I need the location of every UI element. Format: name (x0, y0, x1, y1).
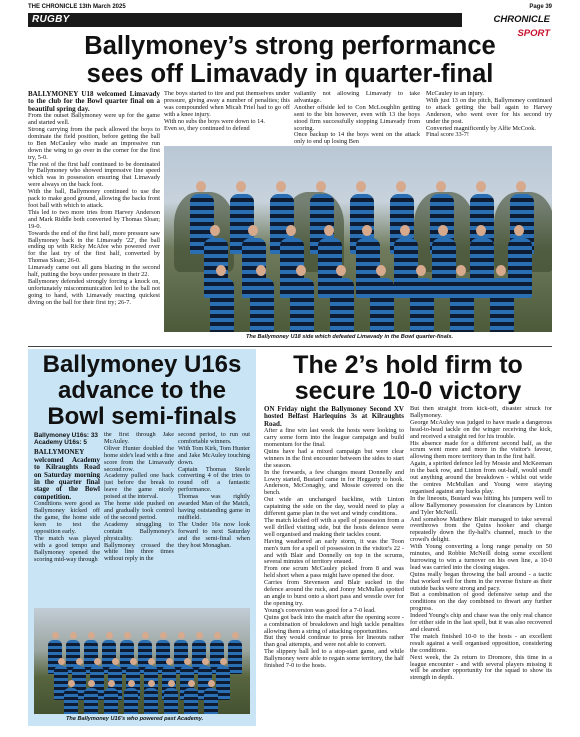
story3-lead: ON Friday night the Ballymoney Second XV hosted Belfast Harlequins 3s at Kilraughts Road. (264, 406, 404, 428)
story3-paragraph: After a fine win last week the hosts were looking to carry some form into the league campaign and build momentum for the final. (264, 427, 404, 449)
player-head (76, 658, 83, 665)
story2-col1 (34, 432, 100, 604)
player-head (208, 680, 215, 687)
story1-paragraph: McCauley to an injury. (426, 91, 484, 97)
story1-paragraph: Another offside led to Con McLoughlin getting sent to the bin however, even with 13 the boys stood firm successfully stopping Limavady from scoring. (294, 103, 420, 132)
player-figure (124, 688, 138, 714)
player-head (514, 225, 524, 236)
player-head (142, 632, 149, 639)
player-head (124, 632, 131, 639)
story1-paragraph: Ballymoney defended strongly forcing a knock on, unfortunately miscommunication led to the ball not going to hand, with Limavady reacting quickest diving on the ball for their first try; 26-7. (28, 277, 160, 306)
player-head (216, 265, 226, 276)
player-figure (490, 278, 514, 332)
player-head (108, 680, 115, 687)
section-bar (28, 13, 552, 39)
story2-paragraph: Oliver Hunter doubled the home side's lead with a fine score from the Limavady second row. (104, 444, 174, 473)
story1-paragraph: With just 13 on the pitch, Ballymoney continued to attack getting the ball again to Harvey Anderson, who went over for his second try under the post. (426, 96, 552, 125)
player-head (220, 658, 227, 665)
player-head (58, 658, 65, 665)
player-head (166, 658, 173, 665)
story2-paragraph: The home side pushed on and gradually took control of the second period. (104, 500, 174, 521)
player-head (148, 658, 155, 665)
player-head (160, 632, 167, 639)
story3-paragraph: But they would continue to press for lineouts rather than goal attempts, and were not able to convert. (264, 634, 404, 649)
player-figure (104, 688, 118, 714)
logo-word-chronicle: CHRONICLE (493, 14, 550, 25)
story1-paragraph: The rest of the first half continued to be dominated by Ballymoney who showed impressive line speed which was in possession ensuring that Limavady were always on the back foot. (28, 160, 160, 189)
player-head (400, 225, 410, 236)
player-figure (370, 278, 394, 332)
u18-team-photo (164, 146, 552, 332)
player-head (232, 632, 239, 639)
player-figure (210, 278, 234, 332)
story2-paragraph: Conditions were good as Ballymoney kicked off the game, the home side keen to test the opposition early. (34, 500, 100, 535)
story2-paragraph: Academy struggling to contain Ballymoney's physicality. (104, 520, 174, 542)
story3-paragraph: With Young converting a long range penalty on 50 minutes, and Robbie McNeill doing some excellent burrowing to win a turnover on his own line, a 10-0 lead was carried into the closing stages. (410, 543, 552, 571)
player-head (476, 225, 486, 236)
player-figure (64, 688, 78, 714)
player-figure (250, 278, 274, 332)
story1-col3 (294, 91, 420, 145)
story3-paragraph: Next week, the 2s return to Dromore, this time in a league encounter - and with several players missing it will be another opportunity for the squad to show its strength in depth. (410, 653, 552, 682)
story2-score-home: Ballymoney U16s: 33 (34, 432, 98, 439)
story3-paragraph: Indeed Young's chip and chase was the only real chance for either side in the last spell, but it was also recovered and cleared. (410, 612, 552, 633)
player-head (210, 225, 220, 236)
story1-paragraph: The boys started to tire and put themselves under pressure, giving away a number of penalties; this was compounded when Micah Friel had to go off with a knee injury. (164, 91, 290, 118)
player-head (316, 181, 326, 192)
player-head (70, 632, 77, 639)
story1-col2 (164, 91, 290, 145)
story1-paragraph: Converted magnificently by Alfie McCook. (426, 124, 536, 132)
story3-paragraph: Quins got back into the match after the opening score - a combination of breakdown and high tackle penalties allowing them a string of attacking opportunities. (264, 613, 404, 635)
player-figure (164, 688, 178, 714)
story1-paragraph: From the outset Ballymoney were up for the game and started well. (28, 112, 160, 127)
player-head (106, 632, 113, 639)
player-head (476, 181, 486, 192)
player-figure (204, 688, 218, 714)
story2-headline: Ballymoney U16s advance to the Bowl semi-finals (42, 351, 242, 430)
story1-headline (28, 32, 552, 88)
story3-paragraph: The match kicked off with a spell of possession from a well drilled visiting side, but the hosts defence were well organised and making their tackles count. (264, 517, 404, 538)
story3-paragraph: Young's conversion was good for a 7-0 lead. (264, 606, 376, 614)
u18-photo-caption: The Ballymoney U18 side which defeated Limavady in the Bowl quarter-finals. (246, 334, 454, 340)
story1-paragraph: With no subs the boys were down to 14. (164, 117, 266, 125)
story3-paragraph: The match finished 10-0 to the hosts - an excellent result against a well organised opposition, considering the conditions. (410, 632, 552, 654)
story2-lead: BALLYMONEY welcomed Academy to Kilraughts Road on Saturday morning in the quarter final stage of the Bowl competition. (34, 448, 100, 501)
player-head (356, 181, 366, 192)
story1-final-score: Final score 33-7! (426, 131, 470, 139)
story3-paragraph: Out wide an unchanged backline, with Linton captaining the side on the day, would need to play a different game plan in the wet and windy conditions. (264, 496, 404, 518)
masthead (0, 0, 580, 14)
story1-paragraph: Strong carrying from the pack allowed the boys to dominate the field position, before getting the ball to Ben McCauley who made an impressive run down the wing to go over in the corner for the first try, 5-0. (28, 126, 160, 161)
story1-lead: BALLYMONEY U18 welcomed Limavady to the club for the Bowl quarter final on a beautiful spring day. (28, 91, 160, 113)
story3-paragraph: But a combination of good defensive setup and the conditions on the day combined to thwart any further progress. (410, 591, 552, 613)
story3-paragraph: Having weathered an early storm, it was the Toon men's turn for a spell of possession in the visitor's 22 - and with Blair and Donnelly on top in the scrums, several minutes of territory ensued. (264, 537, 404, 566)
player-head (436, 181, 446, 192)
story3-col1 (264, 406, 404, 728)
story2-paragraph: Ballymoney crossed the white line three times without reply in the (104, 541, 174, 563)
player-figure (184, 688, 198, 714)
story3-paragraph: Again, a spirited defence led by Mossie and McKeeman in the back row, and Linton from out-half, would snuff out anything around the breakdown - whilst out wide the centres McMullan and Young were staying organised against any backs play. (410, 460, 552, 495)
story1-col1 (28, 91, 160, 341)
player-head (516, 181, 526, 192)
player-head (214, 632, 221, 639)
u16-photo-caption: The Ballymoney U16’s who powered past Academy. (66, 716, 204, 722)
story1-paragraph: valiantly not allowing Limavady to take advantage. (294, 91, 420, 104)
story3-paragraph: But then straight from kick-off, disaster struck for Ballymoney. (410, 406, 552, 419)
player-figure (216, 666, 230, 700)
section-divider (28, 346, 552, 347)
player-head (130, 658, 137, 665)
story3-paragraph: From one scrum McCauley picked from 8 and was held short when a pass might have opened the door. (264, 565, 404, 580)
story1-headline-line2: sees off Limavady in quarter-final (86, 60, 494, 88)
player-head (168, 680, 175, 687)
story2-paragraph: Academy pulled one back just before the break to leave the game nicely poised at the interval. (104, 472, 174, 501)
player-figure (84, 688, 98, 714)
player-head (256, 265, 266, 276)
player-figure (228, 640, 242, 674)
player-head (112, 658, 119, 665)
player-figure (450, 278, 474, 332)
player-head (88, 680, 95, 687)
story1-paragraph: This led to two more tries from Harvey Anderson and Mark Riddle both converted by Thomas Sloan; 19-0. (28, 208, 160, 230)
story2-paragraph: The match was played with a good tempo and Ballymoney opened the scoring mid-way through (34, 534, 100, 563)
story3-headline (264, 352, 552, 404)
player-head (416, 265, 426, 276)
story2-paragraph: With Tom Kirk, Tom Hunter and Jake McAuley touching down. (178, 444, 250, 466)
player-head (324, 225, 334, 236)
story2-paragraph: the first through Jake McAuley. (104, 432, 174, 445)
section-label: RUGBY (32, 14, 70, 25)
player-head (88, 632, 95, 639)
masthead-paper-date: THE CHRONICLE 13th March 2025 (28, 4, 126, 10)
story3-paragraph: In the lineouts, Bustard was hitting his jumpers well to allow Ballymoney possession for clearances by Linton and Tyler McNeill. (410, 494, 552, 516)
player-head (396, 181, 406, 192)
player-head (248, 225, 258, 236)
story2-score-away: Academy U16s: 5 (34, 439, 87, 447)
story3-paragraph: Quins really began throwing the ball around - a tactic that worked well for them in the reverse fixture as their outside backs were strong and pacy. (410, 570, 552, 592)
player-figure (410, 278, 434, 332)
player-head (296, 265, 306, 276)
player-head (438, 225, 448, 236)
player-head (236, 181, 246, 192)
player-figure (144, 688, 158, 714)
story3-paragraph: The slippery ball led to a stop-start game, and while Ballymoney were able to regain some territory, the half finished 7-0 to the hosts. (264, 648, 404, 670)
story3-paragraph: His absence made for a different second half, as the scrum went more and more in the visitor's favour, allowing them more territory than in the first half. (410, 439, 552, 461)
player-head (336, 265, 346, 276)
player-head (196, 632, 203, 639)
story3-headline-line1: The 2’s hold firm to (293, 351, 523, 379)
story3-paragraph: George McAuley was judged to have made a dangerous head-to-head tackle on the winger receiving the kick, and received a straight red for his trouble. (410, 418, 552, 440)
chronicle-sport-logo (462, 13, 552, 39)
masthead-page-number: Page 39 (529, 4, 552, 10)
player-head (196, 181, 206, 192)
story3-headline-line2: secure 10-0 victory (294, 377, 522, 405)
player-head (148, 680, 155, 687)
player-head (52, 632, 59, 639)
story2-paragraph: second period, to run out comfortable winners. (178, 432, 250, 445)
player-head (202, 658, 209, 665)
u16-team-photo (34, 608, 250, 714)
story1-col4 (426, 91, 552, 145)
story1-paragraph: Even so, they continued to defend (164, 124, 250, 132)
player-head (362, 225, 372, 236)
story3-col2 (410, 406, 552, 728)
logo-word-sport: SPORT (517, 28, 550, 39)
story1-paragraph: Limavady came out all guns blazing in the second half, putting the boys under pressure in their 22. (28, 264, 160, 279)
player-head (456, 265, 466, 276)
player-figure (330, 278, 354, 332)
player-head (178, 632, 185, 639)
player-head (94, 658, 101, 665)
story2-paragraph: Captain Thomas Steele converting 4 of the tries to round off a fantastic performance. (178, 465, 250, 494)
story2-paragraph: The Under 16s now look forward to next Saturday and the semi-final when they host Monaghan. (178, 520, 250, 549)
player-head (68, 680, 75, 687)
player-head (496, 265, 506, 276)
story3-paragraph: Quins have had a mixed campaign but were clear winners in the first encounter between the sides to start the season. (264, 447, 404, 469)
player-head (276, 181, 286, 192)
story3-paragraph: And somehow Matthew Blair managed to take several overthrows from the Quins hooker and charge repeatedly down the fly-half's channel, much to the crowd's delight. (410, 515, 552, 544)
story1-headline-line1: Ballymoney’s strong performance (84, 32, 496, 60)
story2-paragraph: Thomas was rightly awarded Man of the Match, having outstanding game in midfield. (178, 493, 250, 521)
player-head (286, 225, 296, 236)
player-head (188, 680, 195, 687)
story2-col3 (178, 432, 250, 604)
player-head (128, 680, 135, 687)
story3-paragraph: In the forwards, a few changes meant Donnelly and Lowry started, Bustard came in for Heggarty to hook. Anderson, McConaghy, and Mossie covered on the bench. (264, 468, 404, 497)
player-head (376, 265, 386, 276)
story1-paragraph: With the ball, Ballymoney continued to use the pack to make good ground, allowing the backs front foot ball with which to attack. (28, 188, 160, 209)
story1-paragraph: Towards the end of the first half, more pressure saw Ballymoney back in the Limavady '22', the ball ending up with Ricky McAfee who powered over for the last try of the first half, converted by Thomas Sloan; 26-0. (28, 229, 160, 265)
story2-col2 (104, 432, 174, 604)
player-head (184, 658, 191, 665)
story3-paragraph: Carries from Stevenson and Blair sucked in the defence around the ruck, and Jonny McMullan spotted an angle to burst onto a short pass and wrestle over for the opening try. (264, 579, 404, 607)
player-figure (290, 278, 314, 332)
story1-paragraph: Once backup to 14 the boys went on the attack only to end up losing Ben (294, 131, 420, 145)
